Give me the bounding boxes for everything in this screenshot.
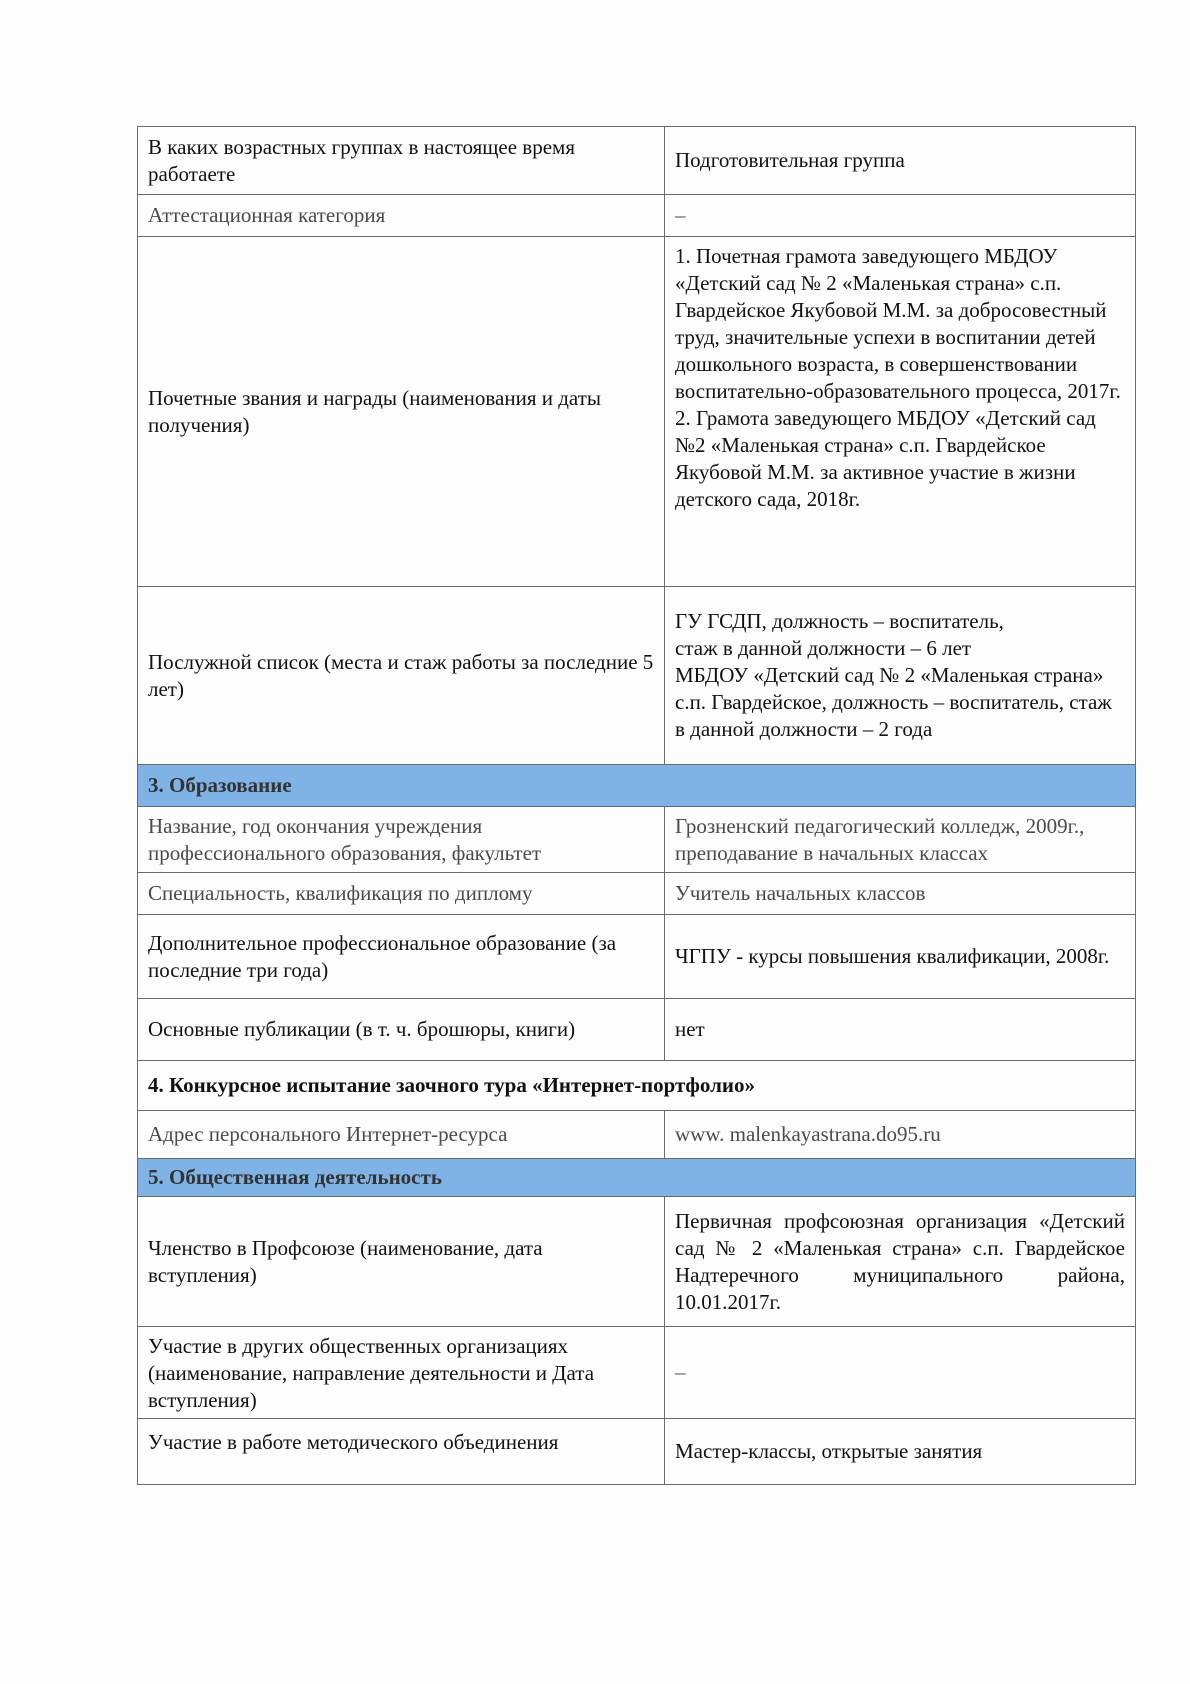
section-header-social	[138, 1159, 1136, 1197]
table-row	[138, 807, 1136, 873]
row-label: Специальность, квалификация по диплому	[138, 873, 665, 915]
table-row	[138, 195, 1136, 237]
row-value: нет	[665, 999, 1136, 1061]
row-label: Участие в работе методического объединения	[138, 1419, 665, 1485]
row-label: Членство в Профсоюзе (наименование, дата вступления)	[138, 1197, 665, 1327]
table-row	[138, 1111, 1136, 1159]
row-value: ГУ ГСДП, должность – воспитатель, стаж в данной должности – 6 лет МБДОУ «Детский сад № 2 «Маленькая страна» с.п. Гвардейское, должность – воспитатель, стаж в данной должности – 2 года	[665, 587, 1136, 765]
row-label: Название, год окончания учреждения профессионального образования, факультет	[138, 807, 665, 873]
row-label: Аттестационная категория	[138, 195, 665, 237]
row-value: Первичная профсоюзная организация «Детский сад № 2 «Маленькая страна» с.п. Гвардейское Надтеречного муниципального района, 10.01.2017г.	[665, 1197, 1136, 1327]
table-row	[138, 1419, 1136, 1485]
section-title: 5. Общественная деятельность	[138, 1159, 1136, 1197]
row-value: Грозненский педагогический колледж, 2009г., преподавание в начальных классах	[665, 807, 1136, 873]
row-value: 1. Почетная грамота заведующего МБДОУ «Детский сад № 2 «Маленькая страна» с.п. Гвардейское Якубовой М.М. за добросовестный труд, значительные успехи в воспитании детей дошкольного возраста, в совершенствовании воспитательно-образовательного процесса, 2017г. 2. Грамота заведующего МБДОУ «Детский сад №2 «Маленькая страна» с.п. Гвардейское Якубовой М.М. за активное участие в жизни детского сада, 2018г.	[665, 237, 1136, 587]
row-value: Учитель начальных классов	[665, 873, 1136, 915]
questionnaire-table	[137, 126, 1136, 1485]
row-value: www. malenkayastrana.do95.ru	[665, 1111, 1136, 1159]
table-row	[138, 915, 1136, 999]
row-label: Адрес персонального Интернет-ресурса	[138, 1111, 665, 1159]
section-title: 3. Образование	[138, 765, 1136, 807]
row-value: Подготовительная группа	[665, 127, 1136, 195]
row-label: Основные публикации (в т. ч. брошюры, книги)	[138, 999, 665, 1061]
table-row	[138, 999, 1136, 1061]
row-value: –	[665, 1327, 1136, 1419]
table-row	[138, 587, 1136, 765]
section-header-education	[138, 765, 1136, 807]
table-row	[138, 237, 1136, 587]
row-label: В каких возрастных группах в настоящее время работаете	[138, 127, 665, 195]
row-value: Мастер-классы, открытые занятия	[665, 1419, 1136, 1485]
row-value: –	[665, 195, 1136, 237]
row-label: Почетные звания и награды (наименования и даты получения)	[138, 237, 665, 587]
table-row	[138, 1197, 1136, 1327]
table-row	[138, 873, 1136, 915]
section-header-portfolio	[138, 1061, 1136, 1111]
table-row	[138, 127, 1136, 195]
row-label: Дополнительное профессиональное образование (за последние три года)	[138, 915, 665, 999]
row-label: Послужной список (места и стаж работы за последние 5 лет)	[138, 587, 665, 765]
row-label: Участие в других общественных организациях (наименование, направление деятельности и Дата вступления)	[138, 1327, 665, 1419]
table-row	[138, 1327, 1136, 1419]
row-value: ЧГПУ - курсы повышения квалификации, 2008г.	[665, 915, 1136, 999]
section-title: 4. Конкурсное испытание заочного тура «Интернет-портфолио»	[138, 1061, 1136, 1111]
